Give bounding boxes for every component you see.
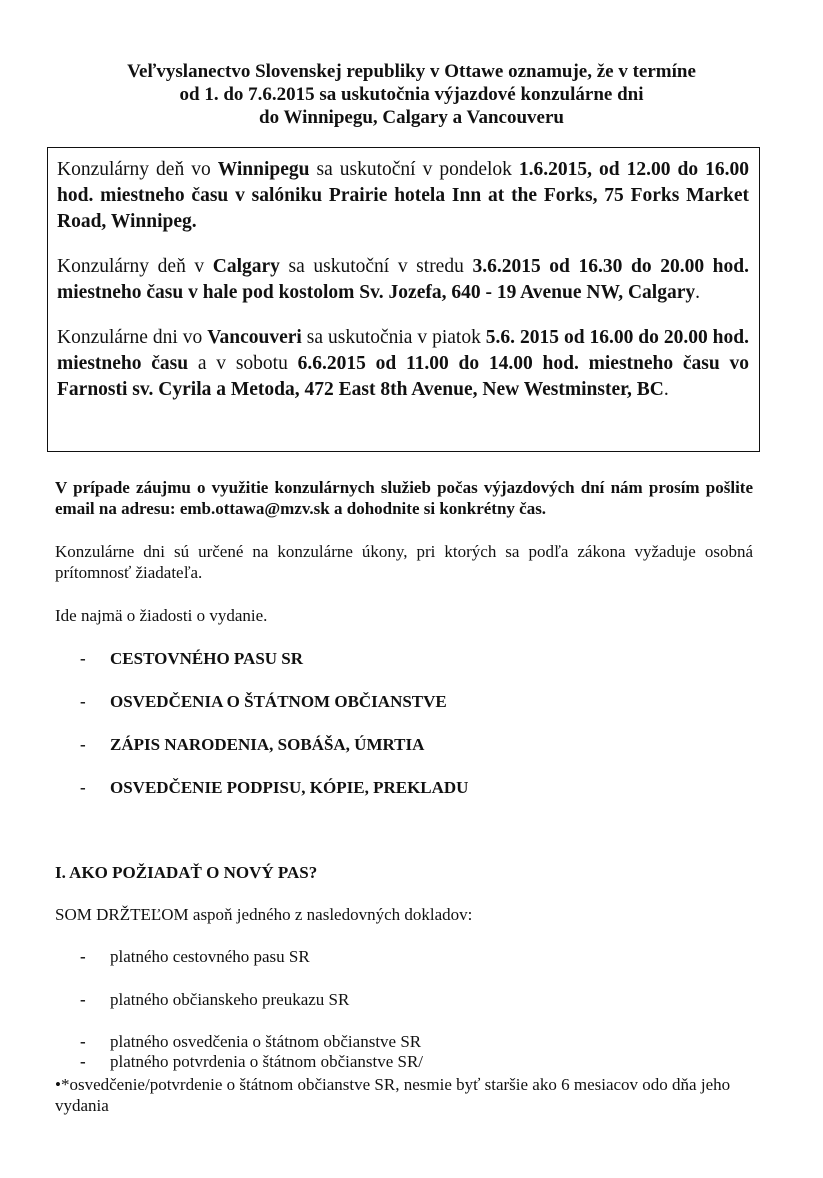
dash-bullet: - (80, 735, 86, 754)
winnipeg-paragraph (57, 157, 749, 235)
list-item (80, 1051, 423, 1071)
announcement-heading (40, 60, 783, 129)
dash-bullet: - (80, 692, 86, 711)
calgary-pre: Konzulárny deň v (57, 256, 213, 277)
calgary-end: . (695, 282, 700, 303)
winnipeg-details: 1.6.2015, od 12.00 do 16.00 hod. miestneho času v salóniku Prairie hotela Inn at the Forks, 75 Forks Market Road, Winnipeg. (57, 159, 749, 232)
list-item (80, 691, 468, 734)
dash-bullet: - (80, 1052, 86, 1071)
list-item-text: platného cestovného pasu SR (110, 947, 310, 966)
calgary-details: 3.6.2015 od 16.30 do 20.00 hod. miestneho času v hale pod kostolom Sv. Jozefa, 640 - 19 Avenue NW, Calgary (57, 256, 749, 303)
services-list (80, 648, 468, 820)
vancouver-paragraph (57, 325, 749, 403)
list-item (80, 777, 468, 820)
validity-note: •*osvedčenie/potvrdenie o štátnom občianstve SR, nesmie byť staršie ako 6 mesiacov odo dňa jeho vydania (55, 1075, 731, 1115)
section-title: I. AKO POŽIADAŤ O NOVÝ PAS? (55, 863, 318, 882)
list-item-text: OSVEDČENIE PODPISU, KÓPIE, PREKLADU (110, 778, 469, 797)
vancouver-mid2: a v sobotu (188, 353, 298, 374)
list-item-text: platného občianskeho preukazu SR (110, 990, 350, 1009)
heading-line-3: do Winnipegu, Calgary a Vancouveru (259, 107, 564, 128)
vancouver-city: Vancouveri (207, 327, 302, 348)
vancouver-pre: Konzulárne dni vo (57, 327, 208, 348)
list-item (80, 946, 349, 989)
list-item-text: OSVEDČENIA O ŠTÁTNOM OBČIANSTVE (110, 692, 447, 711)
documents-list (80, 946, 349, 1032)
intro-paragraph: Ide najmä o žiadosti o vydanie. (55, 606, 268, 625)
list-item-text: CESTOVNÉHO PASU SR (110, 649, 304, 668)
list-item (80, 648, 468, 691)
winnipeg-mid: sa uskutoční v pondelok (309, 159, 519, 180)
consular-days-box (47, 147, 760, 452)
dash-bullet: - (80, 990, 86, 1009)
heading-line-1: Veľvyslanectvo Slovenskej republiky v Ottawe oznamuje, že v termíne (127, 61, 696, 82)
dash-bullet: - (80, 649, 86, 668)
list-item-text: platného osvedčenia o štátnom občianstve SR (110, 1032, 422, 1051)
documents-list-continued (80, 1031, 423, 1071)
winnipeg-pre: Konzulárny deň vo (57, 159, 218, 180)
calgary-mid: sa uskutoční v stredu (279, 256, 473, 277)
calgary-city: Calgary (212, 256, 280, 277)
roles-paragraph: Konzulárne dni sú určené na konzulárne úkony, pri ktorých sa podľa zákona vyžaduje osobná prítomnosť žiadateľa. (55, 542, 753, 582)
holder-line: SOM DRŽTEĽOM aspoň jedného z nasledovných dokladov: (55, 905, 473, 924)
vancouver-mid: sa uskutočnia v piatok (301, 327, 486, 348)
list-item-text: ZÁPIS NARODENIA, SOBÁŠA, ÚMRTIA (110, 735, 425, 754)
vancouver-end: . (663, 379, 669, 400)
dash-bullet: - (80, 778, 86, 797)
list-item-text: platného potvrdenia o štátnom občianstve SR/ (110, 1052, 424, 1071)
list-item (80, 1031, 423, 1051)
heading-line-2: od 1. do 7.6.2015 sa uskutočnia výjazdové konzulárne dni (179, 84, 644, 105)
vancouver-details-saturday: 6.6.2015 od 11.00 do 14.00 hod. miestneho času vo Farnosti sv. Cyrila a Metoda, 472 East 8th Avenue, New Westminster, BC (57, 353, 749, 400)
dash-bullet: - (80, 947, 86, 966)
winnipeg-city: Winnipegu (217, 159, 310, 180)
dash-bullet: - (80, 1032, 86, 1051)
email-paragraph: V prípade záujmu o využitie konzulárnych služieb počas výjazdových dní nám prosím pošlite email na adresu: emb.ottawa@mzv.sk a dohodnite si konkrétny čas. (55, 478, 753, 518)
list-item (80, 989, 349, 1032)
vancouver-details-friday: 5.6. 2015 od 16.00 do 20.00 hod. miestneho času (57, 327, 749, 374)
list-item (80, 734, 468, 777)
calgary-paragraph (57, 254, 749, 306)
